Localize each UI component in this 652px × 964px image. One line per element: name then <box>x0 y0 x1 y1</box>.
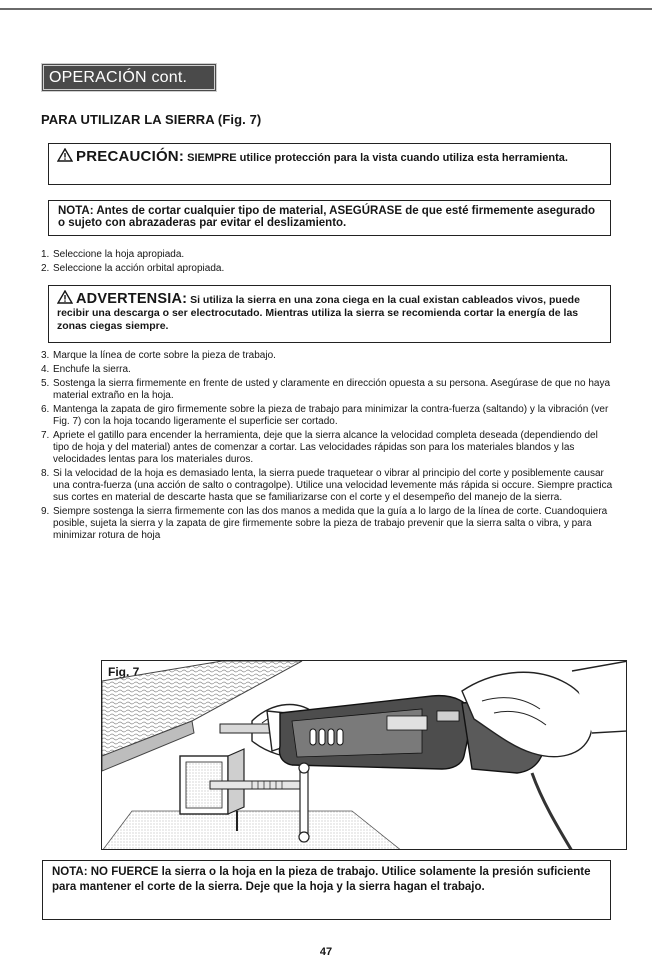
list-item: 6. Mantenga la zapata de giro firmemente sobre la pieza de trabajo para minimizar la contra-fuerza (saltando) y la vibración (ver Fig. 7) con la hoja tocando ligeramente el superficie ser cortado. <box>41 404 609 427</box>
list-item: 3. Marque la línea de corte sobre la pieza de trabajo. <box>41 350 276 361</box>
caution-text: SIEMPRE utilice protección para la vista cuando utiliza esta herramienta. <box>184 152 568 164</box>
list-item: 9. Siempre sostenga la sierra firmemente con las dos manos a medida que la guía a lo largo de la línea de corte. Cuandoquiera posible, sujeta la sierra y la zapata de gire firmemente sobre la pieza de trabajo prevenir que la sierra salta o vibra, y para minimizar rotura de hoja <box>41 506 608 541</box>
section-banner: OPERACIÓN cont. <box>41 63 217 92</box>
list-item: 4. Enchufe la sierra. <box>41 364 131 375</box>
warning-text: Si utiliza la sierra en una zona ciega en la cual existan cableados vivos, puede recibir una descarga o ser electrocutado. Mientras utiliza la sierra se recomienda cortar la energía de las zonas ciegas siempre. <box>57 294 580 332</box>
top-rule <box>0 8 652 10</box>
list-item: 2. Seleccione la acción orbital apropiada. <box>41 263 225 274</box>
steps-list-b <box>41 350 613 544</box>
warning-heading: ADVERTENSIA: <box>76 291 188 307</box>
saw-illustration <box>102 661 627 850</box>
warning-triangle-icon <box>57 148 73 162</box>
warning-box <box>48 285 611 343</box>
figure-label: Fig. 7 <box>108 665 140 679</box>
note-box-force <box>42 860 611 920</box>
section-title: PARA UTILIZAR LA SIERRA (Fig. 7) <box>41 112 262 127</box>
list-item: 7. Apriete el gatillo para encender la herramienta, deje que la sierra alcance la velocidad completa deseada (dependiendo del tipo de hoja y del material) antes de comenzar a cortar. Las velocidades rápidas son para los materiales blandos y las velocidades lentas para los materiales duros. <box>41 430 598 465</box>
note-material-text: NOTA: Antes de cortar cualquier tipo de material, ASEGÚRASE de que esté firmemente asegurado o sujeto con abrazaderas par evitar el deslizamiento. <box>58 205 596 229</box>
caution-heading: PRECAUCIÓN: <box>76 148 185 165</box>
page-number: 47 <box>319 946 333 958</box>
warning-triangle-icon <box>57 290 73 304</box>
caution-box <box>48 143 611 185</box>
note-box-material <box>48 200 611 236</box>
note-force-text: NOTA: NO FUERCE la sierra o la hoja en la pieza de trabajo. Utilice solamente la presión suficiente para mantener el corte de la sierra. Deje que la hoja y la sierra hagan el trabajo. <box>52 866 591 893</box>
list-item: 8. Si la velocidad de la hoja es demasiado lenta, la sierra puede traquetear o vibrar al principio del corte y posiblemente causar una contra-fuerza (una acción de salto o contragolpe). Utilice una velocidad levemente más rápida si occure. Siempre practica sus cortes en material de descarte hasta que se familiarizarse con el corte y el desempeño del manejo de la sierra. <box>41 468 613 503</box>
list-item: 5. Sostenga la sierra firmemente en frente de usted y claramente en dirección opuesta a su persona. Asegúrase de que no haya material extraño en la hoja. <box>41 378 611 401</box>
figure-7 <box>101 660 627 850</box>
list-item: 1. Seleccione la hoja apropiada. <box>41 249 185 260</box>
steps-list-a <box>41 249 613 277</box>
